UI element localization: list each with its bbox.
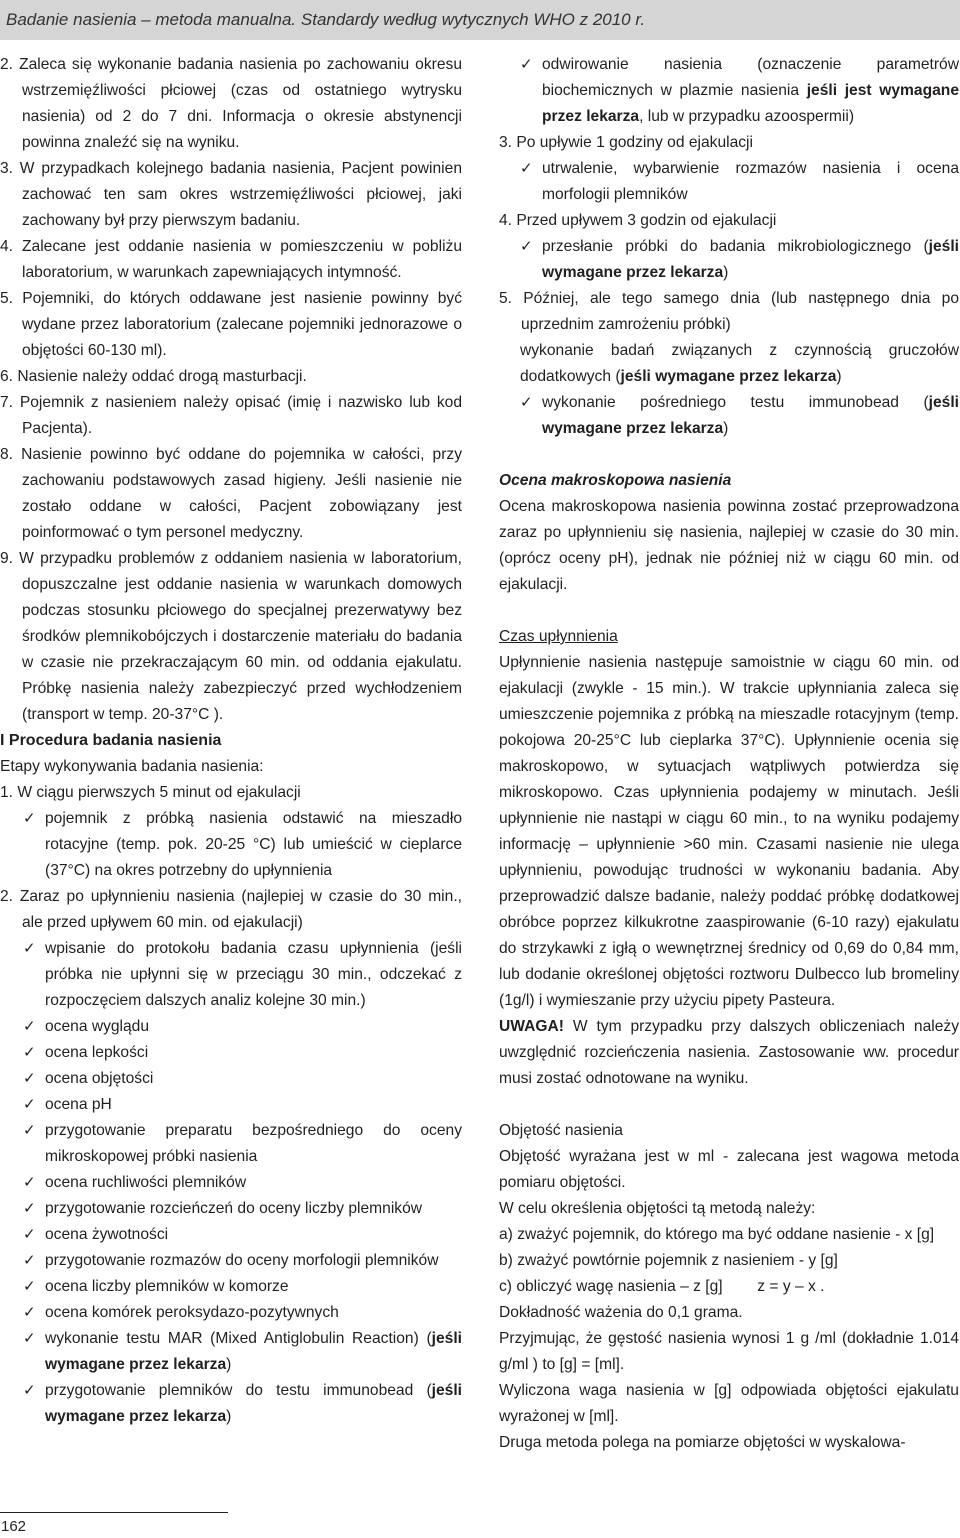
step-5: 5. Później, ale tego samego dnia (lub następnego dnia po uprzednim zamrożeniu próbki): [499, 290, 959, 333]
step-4: 4. Przed upływem 3 godzin od ejakulacji: [499, 212, 777, 229]
step-3: 3. Po upływie 1 godziny od ejakulacji: [499, 134, 753, 151]
check-item: ✓ ocena objętości: [0, 1066, 462, 1092]
check-item: ✓ ocena komórek peroksydazo-pozytywnych: [0, 1300, 462, 1326]
density-text: Przyjmując, że gęstość nasienia wynosi 1 g /ml (dokładnie 1.014 g/ml ) to [g] = [ml].: [499, 1330, 959, 1373]
macro-title: Ocena makroskopowa nasienia: [499, 472, 732, 489]
check-item-mar: ✓ wykonanie testu MAR (Mixed Antiglobulin Reaction) (jeśli wymagane przez lekarza): [0, 1326, 462, 1378]
volume-intro: W celu określenia objętości tą metodą należy:: [499, 1200, 816, 1217]
volume-step: b) zważyć powtórnie pojemnik z nasieniem - y [g]: [499, 1252, 838, 1269]
check-item: ✓ ocena lepkości: [0, 1040, 462, 1066]
stages-title: Etapy wykonywania badania nasienia:: [0, 758, 264, 775]
check-item: ✓ przygotowanie rozcieńczeń do oceny liczby plemników: [0, 1196, 462, 1222]
list-item: 9. W przypadku problemów z oddaniem nasienia w laboratorium, dopuszczalne jest oddanie nasienia w warunkach domowych podczas stosunku płciowego do specjalnej prezerwatywy bez środków plemnikobójczych i dostarczenie materiału do badania w czasie nie przekraczającym 60 min. od oddania ejakulatu. Próbkę nasienia należy zabezpieczyć przed wychłodzeniem (transport w temp. 20-37°C ).: [0, 550, 462, 723]
header-title: Badanie nasienia – metoda manualna. Standardy według wytycznych WHO z 2010 r.: [6, 10, 646, 29]
volume-step: c) obliczyć wagę nasienia – z [g] z = y – x .: [499, 1278, 825, 1295]
footer-divider: [0, 1512, 228, 1513]
second-method-text: Druga metoda polega na pomiarze objętości w wyskalowa-: [499, 1434, 906, 1451]
check-item: ✓ przygotowanie preparatu bezpośredniego do oceny mikroskopowej próbki nasienia: [0, 1118, 462, 1170]
volume-step: a) zważyć pojemnik, do którego ma być oddane nasienie - x [g]: [499, 1226, 935, 1243]
check-item: ✓ wpisanie do protokołu badania czasu upłynnienia (jeśli próbka nie upłynni się w przeciągu 30 min., odczekać z rozpoczęciem dalszych analiz kolejne 30 min.): [0, 936, 462, 1014]
list-item: 3. W przypadkach kolejnego badania nasienia, Pacjent powinien zachować ten sam okres wstrzemięźliwości płciowej, jaki zachowany był przy pierwszym badaniu.: [0, 160, 462, 229]
check-item: ✓ ocena liczby plemników w komorze: [0, 1274, 462, 1300]
check-item: ✓ pojemnik z próbką nasienia odstawić na mieszadło rotacyjne (temp. pok. 20-25 °C) lub umieścić w cieplarce (37°C) na okres potrzebny do upłynnienia: [0, 806, 462, 884]
liquefaction-title: Czas upłynnienia: [499, 628, 618, 645]
section-title: I Procedura badania nasienia: [0, 732, 222, 749]
check-item: ✓ ocena wyglądu: [0, 1014, 462, 1040]
list-item: 4. Zalecane jest oddanie nasienia w pomieszczeniu w pobliżu laboratorium, w warunkach zapewniających intymność.: [0, 238, 462, 281]
check-item: ✓ ocena żywotności: [0, 1222, 462, 1248]
list-item: 8. Nasienie powinno być oddane do pojemnika w całości, przy zachowaniu podstawowych zasad higieny. Jeśli nasienie nie zostało oddane w całości, Pacjent zobowiązany jest poinformować o tym personel medyczny.: [0, 446, 462, 541]
check-item-immunobead: ✓ wykonanie pośredniego testu immunobead (jeśli wymagane przez lekarza): [499, 390, 959, 442]
weight-text: Wyliczona waga nasienia w [g] odpowiada objętości ejakulatu wyrażonej w [ml].: [499, 1382, 959, 1425]
list-item: 5. Pojemniki, do których oddawane jest nasienie powinny być wydane przez laboratorium (zalecane pojemniki jednorazowe o objętości 60-130 ml).: [0, 290, 462, 359]
check-item: ✓ ocena pH: [0, 1092, 462, 1118]
check-item-immunobead-prep: ✓ przygotowanie plemników do testu immunobead (jeśli wymagane przez lekarza): [0, 1378, 462, 1430]
step-1: 1. W ciągu pierwszych 5 minut od ejakulacji: [0, 784, 301, 801]
left-column: [0, 52, 462, 1430]
check-item-centrifugation: ✓ odwirowanie nasienia (oznaczenie parametrów biochemicznych w plazmie nasienia jeśli jest wymagane przez lekarza, lub w przypadku azoospermii): [499, 52, 959, 130]
page-number: 162: [1, 1518, 27, 1535]
warning-text: UWAGA! W tym przypadku przy dalszych obliczeniach należy uwzględnić rozcieńczenia nasienia. Zastosowanie ww. procedur musi zostać odnotowane na wyniku.: [499, 1018, 959, 1087]
list-item: 7. Pojemnik z nasieniem należy opisać (imię i nazwisko lub kod Pacjenta).: [0, 394, 462, 437]
list-item: 2. Zaleca się wykonanie badania nasienia po zachowaniu okresu wstrzemięźliwości płciowej (czas od ostatniego wytrysku nasienia) od 2 do 7 dni. Informacja o okresie abstynencji powinna znaleźć się na wyniku.: [0, 56, 462, 151]
accuracy-text: Dokładność ważenia do 0,1 grama.: [499, 1304, 743, 1321]
right-column: [499, 52, 959, 1456]
check-item: ✓ ocena ruchliwości plemników: [0, 1170, 462, 1196]
check-item-microbiology: ✓ przesłanie próbki do badania mikrobiologicznego (jeśli wymagane przez lekarza): [499, 234, 959, 286]
volume-title: Objętość nasienia: [499, 1122, 623, 1139]
liquefaction-text: Upłynnienie nasienia następuje samoistnie w ciągu 60 min. od ejakulacji (zwykle - 15 min.). W trakcie upłynniania zaleca się umieszczenie pojemnika z próbką na mieszadle rotacyjnym (temp. pokojowa 20-25°C lub cieplarka 37°C). Upłynnienie ocenia się makroskopowo, w sytuacjach wątpliwych potwierdza się mikroskopowo. Czas upłynnienia podajemy w minutach. Jeśli upłynnienie nie nastąpi w ciągu 60 min., to na wyniku podajemy informację – upłynnienie >60 min. Czasami nasienie nie ulega upłynnieniu, powodując trudności w wykonaniu badania. Aby przeprowadzić dalsze badanie, należy poddać próbkę dodatkowej obróbce poprzez kilkukrotne zaaspirowanie (6-10 razy) ejakulatu do strzykawki z igłą o wewnętrznej średnicy od 0,69 do 0,84 mm, lub dodanie określonej objętości roztworu Dulbecco lub bromeliny (1g/l) i wymieszanie przy użyciu pipety Pasteura.: [499, 654, 959, 1009]
step-5-text: wykonanie badań związanych z czynnością gruczołów dodatkowych (jeśli wymagane przez lekarza): [520, 342, 959, 385]
running-header: [0, 0, 960, 40]
list-item: 6. Nasienie należy oddać drogą masturbacji.: [0, 368, 307, 385]
step-2: 2. Zaraz po upłynnieniu nasienia (najlepiej w czasie do 30 min., ale przed upływem 60 min. od ejakulacji): [0, 888, 462, 931]
check-item: ✓ utrwalenie, wybarwienie rozmazów nasienia i ocena morfologii plemników: [499, 156, 959, 208]
volume-text: Objętość wyrażana jest w ml - zalecana jest wagowa metoda pomiaru objętości.: [499, 1148, 959, 1191]
macro-text: Ocena makroskopowa nasienia powinna zostać przeprowadzona zaraz po upłynnieniu się nasienia, najlepiej w czasie do 30 min. (oprócz oceny pH), jednak nie później niż w ciągu 60 min. od ejakulacji.: [499, 498, 959, 593]
check-item: ✓ przygotowanie rozmazów do oceny morfologii plemników: [0, 1248, 462, 1274]
